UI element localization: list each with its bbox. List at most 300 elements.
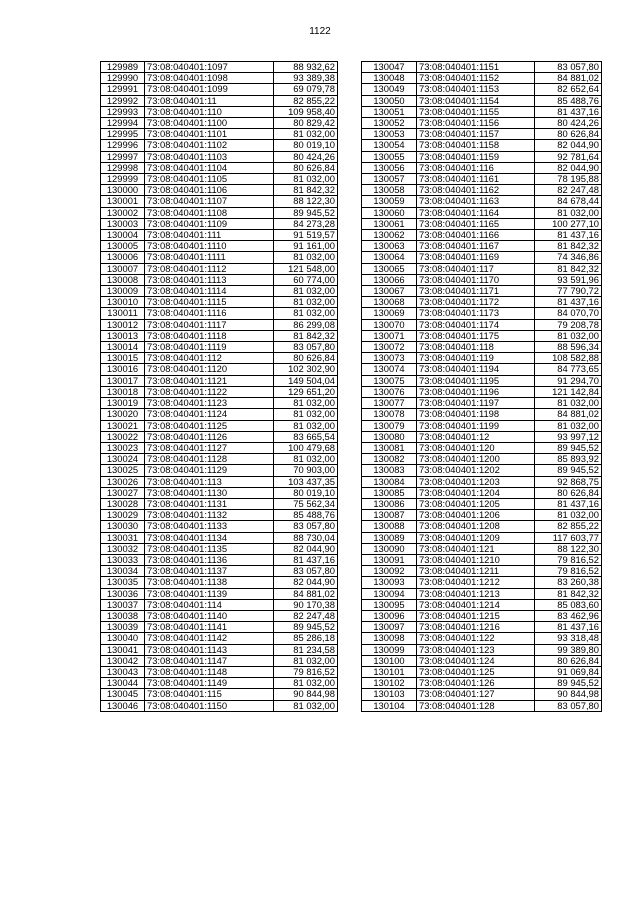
table-row <box>101 476 338 487</box>
table-row <box>101 73 338 84</box>
value-cell: 81 842,32 <box>274 185 338 196</box>
value-cell: 81 032,00 <box>535 420 602 431</box>
value-cell: 85 286,18 <box>274 633 338 644</box>
row-id-cell: 130068 <box>362 297 417 308</box>
value-cell: 108 582,88 <box>535 353 602 364</box>
value-cell: 79 208,78 <box>535 319 602 330</box>
cadastral-number-cell: 73:08:040401:1204 <box>417 487 535 498</box>
value-cell: 83 260,38 <box>535 577 602 588</box>
row-id-cell: 130082 <box>362 454 417 465</box>
value-cell: 92 781,64 <box>535 151 602 162</box>
cadastral-number-cell: 73:08:040401:1170 <box>417 274 535 285</box>
table-row <box>101 319 338 330</box>
cadastral-number-cell: 73:08:040401:111 <box>145 230 274 241</box>
row-id-cell: 129994 <box>101 118 145 129</box>
row-id-cell: 130039 <box>101 622 145 633</box>
cadastral-number-cell: 73:08:040401:124 <box>417 655 535 666</box>
row-id-cell: 130091 <box>362 554 417 565</box>
value-cell: 102 302,90 <box>274 364 338 375</box>
value-cell: 80 626,84 <box>274 353 338 364</box>
cadastral-number-cell: 73:08:040401:1203 <box>417 476 535 487</box>
cadastral-number-cell: 73:08:040401:119 <box>417 353 535 364</box>
cadastral-number-cell: 73:08:040401:122 <box>417 633 535 644</box>
row-id-cell: 130042 <box>101 655 145 666</box>
value-cell: 82 247,48 <box>274 610 338 621</box>
value-cell: 91 069,84 <box>535 666 602 677</box>
value-cell: 84 881,02 <box>274 588 338 599</box>
value-cell: 83 057,80 <box>274 566 338 577</box>
value-cell: 80 626,84 <box>274 162 338 173</box>
value-cell: 80 424,26 <box>274 151 338 162</box>
table-row <box>362 207 602 218</box>
row-id-cell: 130098 <box>362 633 417 644</box>
value-cell: 81 032,00 <box>535 330 602 341</box>
row-id-cell: 130054 <box>362 140 417 151</box>
value-cell: 117 603,77 <box>535 532 602 543</box>
cadastral-number-cell: 73:08:040401:1162 <box>417 185 535 196</box>
value-cell: 85 083,60 <box>535 599 602 610</box>
table-row <box>101 689 338 700</box>
cadastral-number-cell: 73:08:040401:1127 <box>145 442 274 453</box>
cadastral-number-cell: 73:08:040401:1133 <box>145 521 274 532</box>
row-id-cell: 130040 <box>101 633 145 644</box>
table-row <box>101 577 338 588</box>
cadastral-number-cell: 73:08:040401:1161 <box>417 174 535 185</box>
value-cell: 74 346,86 <box>535 252 602 263</box>
value-cell: 60 774,00 <box>274 274 338 285</box>
value-cell: 93 318,48 <box>535 633 602 644</box>
row-id-cell: 130104 <box>362 700 417 711</box>
table-row <box>101 644 338 655</box>
row-id-cell: 130007 <box>101 263 145 274</box>
right-register-table <box>361 61 602 712</box>
cadastral-number-cell: 73:08:040401:1156 <box>417 118 535 129</box>
value-cell: 82 044,90 <box>274 543 338 554</box>
cadastral-number-cell: 73:08:040401:1118 <box>145 330 274 341</box>
row-id-cell: 130055 <box>362 151 417 162</box>
row-id-cell: 130013 <box>101 330 145 341</box>
cadastral-number-cell: 73:08:040401:1113 <box>145 274 274 285</box>
table-row <box>101 241 338 252</box>
row-id-cell: 129998 <box>101 162 145 173</box>
row-id-cell: 130050 <box>362 95 417 106</box>
table-row <box>101 162 338 173</box>
cadastral-number-cell: 73:08:040401:125 <box>417 666 535 677</box>
row-id-cell: 130037 <box>101 599 145 610</box>
value-cell: 81 032,00 <box>274 398 338 409</box>
value-cell: 81 234,58 <box>274 644 338 655</box>
row-id-cell: 130045 <box>101 689 145 700</box>
cadastral-number-cell: 73:08:040401:1197 <box>417 398 535 409</box>
table-row <box>101 308 338 319</box>
cadastral-number-cell: 73:08:040401:12 <box>417 431 535 442</box>
value-cell: 81 842,32 <box>274 330 338 341</box>
cadastral-number-cell: 73:08:040401:1159 <box>417 151 535 162</box>
value-cell: 88 932,62 <box>274 62 338 73</box>
table-row <box>362 140 602 151</box>
cadastral-number-cell: 73:08:040401:1147 <box>145 655 274 666</box>
table-row <box>101 174 338 185</box>
row-id-cell: 129991 <box>101 84 145 95</box>
cadastral-number-cell: 73:08:040401:1115 <box>145 297 274 308</box>
value-cell: 81 032,00 <box>274 420 338 431</box>
cadastral-number-cell: 73:08:040401:1206 <box>417 510 535 521</box>
row-id-cell: 130069 <box>362 308 417 319</box>
table-row <box>362 554 602 565</box>
value-cell: 149 504,04 <box>274 375 338 386</box>
cadastral-number-cell: 73:08:040401:1139 <box>145 588 274 599</box>
value-cell: 89 945,52 <box>535 442 602 453</box>
table-row <box>362 330 602 341</box>
value-cell: 82 652,64 <box>535 84 602 95</box>
table-row <box>101 375 338 386</box>
value-cell: 92 868,75 <box>535 476 602 487</box>
row-id-cell: 130009 <box>101 286 145 297</box>
table-row <box>101 252 338 263</box>
value-cell: 82 044,90 <box>535 162 602 173</box>
value-cell: 83 057,80 <box>535 700 602 711</box>
value-cell: 81 437,16 <box>535 297 602 308</box>
table-row <box>362 297 602 308</box>
row-id-cell: 130074 <box>362 364 417 375</box>
row-id-cell: 129993 <box>101 106 145 117</box>
value-cell: 81 437,16 <box>535 106 602 117</box>
value-cell: 103 437,35 <box>274 476 338 487</box>
table-row <box>101 297 338 308</box>
table-row <box>362 610 602 621</box>
row-id-cell: 130078 <box>362 409 417 420</box>
table-row <box>362 398 602 409</box>
cadastral-number-cell: 73:08:040401:1211 <box>417 566 535 577</box>
value-cell: 78 195,88 <box>535 174 602 185</box>
value-cell: 88 730,04 <box>274 532 338 543</box>
row-id-cell: 130033 <box>101 554 145 565</box>
row-id-cell: 130099 <box>362 644 417 655</box>
cadastral-number-cell: 73:08:040401:1157 <box>417 129 535 140</box>
cadastral-number-cell: 73:08:040401:127 <box>417 689 535 700</box>
value-cell: 81 032,00 <box>274 678 338 689</box>
cadastral-number-cell: 73:08:040401:1130 <box>145 487 274 498</box>
row-id-cell: 130016 <box>101 364 145 375</box>
value-cell: 88 122,30 <box>535 543 602 554</box>
cadastral-number-cell: 73:08:040401:1109 <box>145 218 274 229</box>
cadastral-number-cell: 73:08:040401:1111 <box>145 252 274 263</box>
cadastral-number-cell: 73:08:040401:1158 <box>417 140 535 151</box>
value-cell: 80 424,26 <box>535 118 602 129</box>
table-row <box>101 342 338 353</box>
row-id-cell: 130011 <box>101 308 145 319</box>
cadastral-number-cell: 73:08:040401:126 <box>417 678 535 689</box>
cadastral-number-cell: 73:08:040401:1105 <box>145 174 274 185</box>
row-id-cell: 130077 <box>362 398 417 409</box>
value-cell: 79 816,52 <box>535 554 602 565</box>
row-id-cell: 130101 <box>362 666 417 677</box>
cadastral-number-cell: 73:08:040401:1198 <box>417 409 535 420</box>
table-row <box>101 633 338 644</box>
value-cell: 69 079,78 <box>274 84 338 95</box>
table-row <box>362 700 602 711</box>
table-row <box>362 241 602 252</box>
row-id-cell: 130020 <box>101 409 145 420</box>
row-id-cell: 130038 <box>101 610 145 621</box>
row-id-cell: 130021 <box>101 420 145 431</box>
value-cell: 81 842,32 <box>535 241 602 252</box>
cadastral-number-cell: 73:08:040401:1123 <box>145 398 274 409</box>
cadastral-number-cell: 73:08:040401:1169 <box>417 252 535 263</box>
table-row <box>101 431 338 442</box>
row-id-cell: 130057 <box>362 174 417 185</box>
cadastral-number-cell: 73:08:040401:1172 <box>417 297 535 308</box>
cadastral-number-cell: 73:08:040401:1155 <box>417 106 535 117</box>
table-row <box>362 84 602 95</box>
cadastral-number-cell: 73:08:040401:1175 <box>417 330 535 341</box>
row-id-cell: 130056 <box>362 162 417 173</box>
cadastral-number-cell: 73:08:040401:1128 <box>145 454 274 465</box>
table-row <box>101 140 338 151</box>
table-row <box>362 342 602 353</box>
cadastral-number-cell: 73:08:040401:1138 <box>145 577 274 588</box>
cadastral-number-cell: 73:08:040401:1208 <box>417 521 535 532</box>
cadastral-number-cell: 73:08:040401:1112 <box>145 263 274 274</box>
table-row <box>362 465 602 476</box>
table-row <box>101 398 338 409</box>
row-id-cell: 130030 <box>101 521 145 532</box>
row-id-cell: 130072 <box>362 342 417 353</box>
value-cell: 121 548,00 <box>274 263 338 274</box>
row-id-cell: 129989 <box>101 62 145 73</box>
table-row <box>362 218 602 229</box>
cadastral-number-cell: 73:08:040401:1148 <box>145 666 274 677</box>
cadastral-number-cell: 73:08:040401:1125 <box>145 420 274 431</box>
row-id-cell: 130081 <box>362 442 417 453</box>
table-row <box>362 510 602 521</box>
value-cell: 88 596,34 <box>535 342 602 353</box>
cadastral-number-cell: 73:08:040401:118 <box>417 342 535 353</box>
row-id-cell: 129995 <box>101 129 145 140</box>
table-row <box>362 62 602 73</box>
table-row <box>101 364 338 375</box>
table-row <box>362 319 602 330</box>
value-cell: 84 070,70 <box>535 308 602 319</box>
cadastral-number-cell: 73:08:040401:1124 <box>145 409 274 420</box>
table-row <box>101 510 338 521</box>
table-row <box>101 521 338 532</box>
table-row <box>101 151 338 162</box>
value-cell: 81 437,16 <box>535 622 602 633</box>
row-id-cell: 130089 <box>362 532 417 543</box>
row-id-cell: 130052 <box>362 118 417 129</box>
table-row <box>362 353 602 364</box>
table-row <box>362 498 602 509</box>
row-id-cell: 130097 <box>362 622 417 633</box>
table-row <box>101 386 338 397</box>
cadastral-number-cell: 73:08:040401:1150 <box>145 700 274 711</box>
table-row <box>362 230 602 241</box>
table-row <box>362 655 602 666</box>
row-id-cell: 130026 <box>101 476 145 487</box>
cadastral-number-cell: 73:08:040401:1102 <box>145 140 274 151</box>
cadastral-number-cell: 73:08:040401:1119 <box>145 342 274 353</box>
table-row <box>362 185 602 196</box>
row-id-cell: 129992 <box>101 95 145 106</box>
table-row <box>101 554 338 565</box>
row-id-cell: 130034 <box>101 566 145 577</box>
value-cell: 129 651,20 <box>274 386 338 397</box>
row-id-cell: 130102 <box>362 678 417 689</box>
table-row <box>101 622 338 633</box>
table-row <box>362 622 602 633</box>
value-cell: 81 842,32 <box>535 263 602 274</box>
table-row <box>101 62 338 73</box>
row-id-cell: 130031 <box>101 532 145 543</box>
row-id-cell: 130073 <box>362 353 417 364</box>
cadastral-number-cell: 73:08:040401:1097 <box>145 62 274 73</box>
row-id-cell: 130041 <box>101 644 145 655</box>
row-id-cell: 130047 <box>362 62 417 73</box>
cadastral-number-cell: 73:08:040401:1136 <box>145 554 274 565</box>
table-row <box>101 700 338 711</box>
table-row <box>362 666 602 677</box>
row-id-cell: 129997 <box>101 151 145 162</box>
value-cell: 82 044,90 <box>274 577 338 588</box>
left-register-table <box>100 61 338 712</box>
cadastral-number-cell: 73:08:040401:1099 <box>145 84 274 95</box>
cadastral-number-cell: 73:08:040401:1132 <box>145 510 274 521</box>
table-row <box>101 678 338 689</box>
row-id-cell: 130027 <box>101 487 145 498</box>
value-cell: 77 790,72 <box>535 286 602 297</box>
table-row <box>101 588 338 599</box>
left-table-body <box>101 62 338 712</box>
table-row <box>101 498 338 509</box>
value-cell: 81 032,00 <box>274 174 338 185</box>
table-row <box>101 420 338 431</box>
value-cell: 100 277,10 <box>535 218 602 229</box>
value-cell: 80 829,42 <box>274 118 338 129</box>
cadastral-number-cell: 73:08:040401:1117 <box>145 319 274 330</box>
table-row <box>362 487 602 498</box>
row-id-cell: 130001 <box>101 196 145 207</box>
row-id-cell: 130002 <box>101 207 145 218</box>
row-id-cell: 130010 <box>101 297 145 308</box>
row-id-cell: 130090 <box>362 543 417 554</box>
table-row <box>362 420 602 431</box>
cadastral-number-cell: 73:08:040401:1114 <box>145 286 274 297</box>
cadastral-number-cell: 73:08:040401:110 <box>145 106 274 117</box>
value-cell: 81 032,00 <box>274 252 338 263</box>
table-row <box>362 286 602 297</box>
value-cell: 81 842,32 <box>535 588 602 599</box>
cadastral-number-cell: 73:08:040401:1209 <box>417 532 535 543</box>
row-id-cell: 130076 <box>362 386 417 397</box>
cadastral-number-cell: 73:08:040401:1195 <box>417 375 535 386</box>
cadastral-number-cell: 73:08:040401:114 <box>145 599 274 610</box>
value-cell: 82 855,22 <box>274 95 338 106</box>
cadastral-number-cell: 73:08:040401:1126 <box>145 431 274 442</box>
value-cell: 79 816,52 <box>274 666 338 677</box>
table-row <box>362 454 602 465</box>
value-cell: 81 032,00 <box>274 655 338 666</box>
table-row <box>101 218 338 229</box>
row-id-cell: 130051 <box>362 106 417 117</box>
value-cell: 81 032,00 <box>535 510 602 521</box>
table-row <box>101 454 338 465</box>
value-cell: 93 997,12 <box>535 431 602 442</box>
row-id-cell: 130023 <box>101 442 145 453</box>
cadastral-number-cell: 73:08:040401:1165 <box>417 218 535 229</box>
value-cell: 91 294,70 <box>535 375 602 386</box>
value-cell: 84 273,28 <box>274 218 338 229</box>
cadastral-number-cell: 73:08:040401:1103 <box>145 151 274 162</box>
row-id-cell: 130084 <box>362 476 417 487</box>
value-cell: 81 032,00 <box>535 207 602 218</box>
cadastral-number-cell: 73:08:040401:1129 <box>145 465 274 476</box>
table-row <box>101 666 338 677</box>
value-cell: 90 170,38 <box>274 599 338 610</box>
value-cell: 81 032,00 <box>274 297 338 308</box>
table-row <box>101 106 338 117</box>
value-cell: 85 488,76 <box>274 510 338 521</box>
table-row <box>362 308 602 319</box>
row-id-cell: 130019 <box>101 398 145 409</box>
cadastral-number-cell: 73:08:040401:1141 <box>145 622 274 633</box>
cadastral-number-cell: 73:08:040401:1166 <box>417 230 535 241</box>
table-row <box>362 431 602 442</box>
cadastral-number-cell: 73:08:040401:1213 <box>417 588 535 599</box>
row-id-cell: 130087 <box>362 510 417 521</box>
table-row <box>362 174 602 185</box>
cadastral-number-cell: 73:08:040401:1100 <box>145 118 274 129</box>
cadastral-number-cell: 73:08:040401:1154 <box>417 95 535 106</box>
table-row <box>362 577 602 588</box>
table-row <box>101 330 338 341</box>
cadastral-number-cell: 73:08:040401:1131 <box>145 498 274 509</box>
value-cell: 82 855,22 <box>535 521 602 532</box>
cadastral-number-cell: 73:08:040401:1164 <box>417 207 535 218</box>
table-row <box>362 129 602 140</box>
row-id-cell: 130043 <box>101 666 145 677</box>
row-id-cell: 130017 <box>101 375 145 386</box>
row-id-cell: 130071 <box>362 330 417 341</box>
value-cell: 81 032,00 <box>274 409 338 420</box>
row-id-cell: 130075 <box>362 375 417 386</box>
cadastral-number-cell: 73:08:040401:1205 <box>417 498 535 509</box>
cadastral-number-cell: 73:08:040401:1194 <box>417 364 535 375</box>
table-row <box>362 566 602 577</box>
cadastral-number-cell: 73:08:040401:128 <box>417 700 535 711</box>
table-row <box>101 610 338 621</box>
row-id-cell: 130046 <box>101 700 145 711</box>
cadastral-number-cell: 73:08:040401:1107 <box>145 196 274 207</box>
row-id-cell: 130022 <box>101 431 145 442</box>
row-id-cell: 130080 <box>362 431 417 442</box>
value-cell: 90 844,98 <box>535 689 602 700</box>
table-row <box>362 364 602 375</box>
value-cell: 80 019,10 <box>274 140 338 151</box>
row-id-cell: 130066 <box>362 274 417 285</box>
table-row <box>101 599 338 610</box>
table-row <box>101 129 338 140</box>
value-cell: 70 903,00 <box>274 465 338 476</box>
value-cell: 91 519,57 <box>274 230 338 241</box>
cadastral-number-cell: 73:08:040401:1098 <box>145 73 274 84</box>
cadastral-number-cell: 73:08:040401:1210 <box>417 554 535 565</box>
cadastral-number-cell: 73:08:040401:1142 <box>145 633 274 644</box>
cadastral-number-cell: 73:08:040401:1137 <box>145 566 274 577</box>
cadastral-number-cell: 73:08:040401:112 <box>145 353 274 364</box>
cadastral-number-cell: 73:08:040401:1140 <box>145 610 274 621</box>
table-row <box>101 196 338 207</box>
